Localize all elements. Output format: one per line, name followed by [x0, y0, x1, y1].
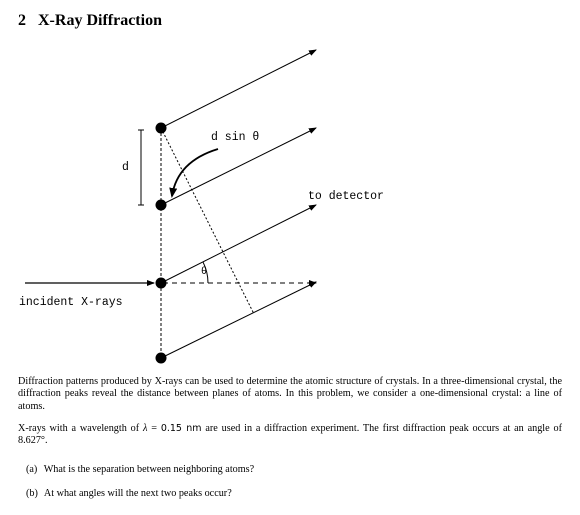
equals-sign: = [147, 423, 161, 434]
label-to-detector: to detector [308, 190, 384, 203]
question-a-text: What is the separation between neighboring atoms? [43, 464, 255, 475]
atom-3 [156, 278, 167, 289]
problem-text-start: X-rays with a wavelength of [18, 423, 143, 434]
curved-arrow [172, 149, 218, 196]
scattered-ray-4 [161, 282, 316, 358]
path-difference-line [161, 128, 254, 314]
question-a-letter: (a) [26, 464, 38, 475]
atom-4 [156, 353, 167, 364]
question-a [26, 464, 254, 475]
scattered-ray-1 [161, 50, 316, 128]
scattered-ray-3 [161, 205, 316, 283]
problem-paragraph [18, 423, 562, 448]
problem-text-end: are used in a diffraction experiment. The first diffraction peak occurs at an angle of 8.627°. [18, 423, 562, 447]
intro-paragraph: Diffraction patterns produced by X-rays can be used to determine the atomic structure of crystals. In a three-dimensional crystal, the diffraction peaks reveal the distance between planes of atoms. In this problem, we consider a one-dimensional crystal: a line of atoms. [18, 376, 562, 412]
section-number: 2 [18, 12, 26, 29]
label-incident-x-rays: incident X-rays [19, 296, 123, 309]
wavelength-value: 0.15 nm [160, 423, 202, 434]
question-b-letter: (b) [26, 488, 38, 499]
question-b-text: At what angles will the next two peaks occur? [43, 488, 232, 499]
question-b [26, 488, 232, 499]
atom-1 [156, 123, 167, 134]
label-d-sin-theta: d sin θ [211, 131, 260, 144]
lambda-symbol: λ [142, 423, 148, 434]
section-title: X-Ray Diffraction [38, 12, 162, 29]
label-theta: θ [201, 267, 208, 278]
atom-2 [156, 200, 167, 211]
label-d: d [122, 161, 129, 174]
